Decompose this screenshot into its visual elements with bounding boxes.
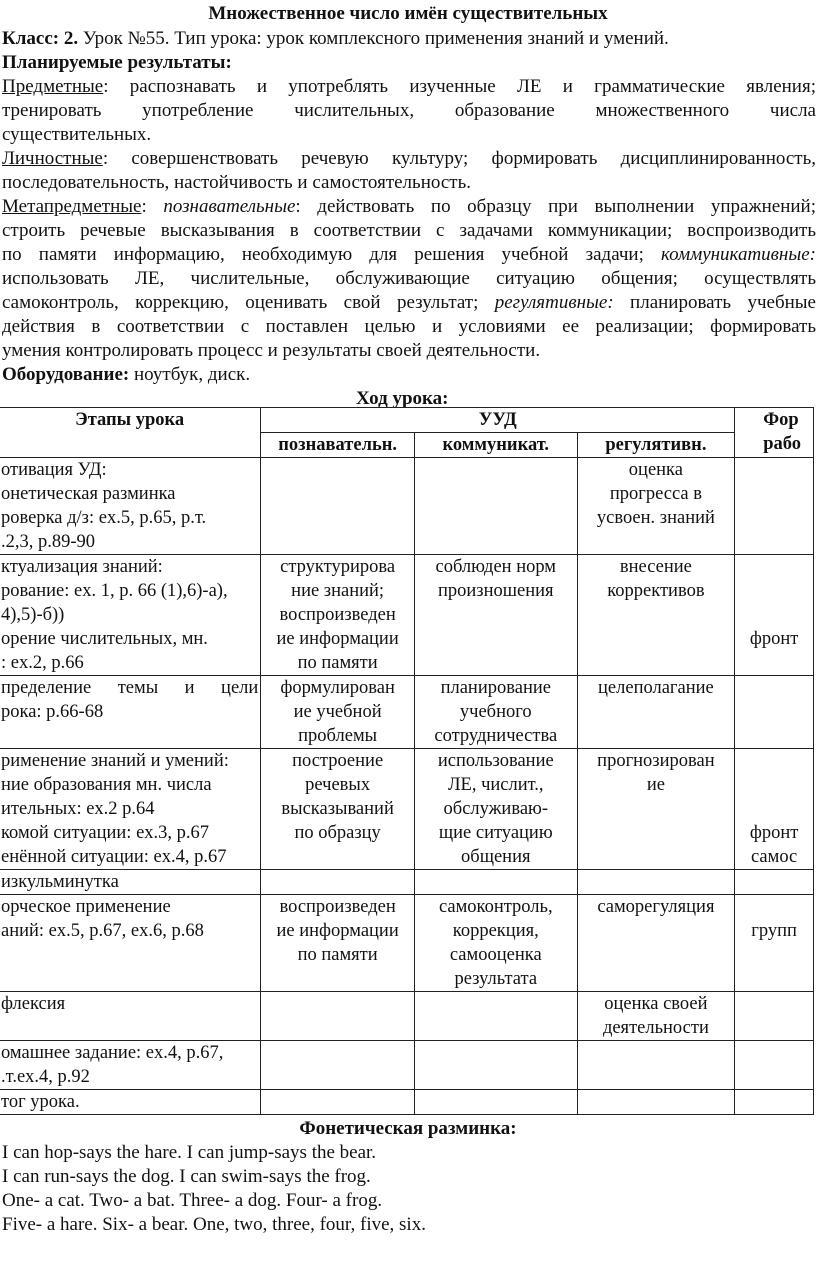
cell-line: орение числительных, мн. (1, 629, 208, 649)
meta-results-line-1: Метапредметные: познавательные: действовать по образцу при выполнении упражнений; (2, 196, 816, 217)
cell-line: рока: p.66-68 (1, 702, 104, 722)
cell-line: омашнее задание: ex.4, p.67, (1, 1043, 224, 1063)
cell-line: ние образования мн. числа (1, 775, 212, 795)
cell-line: речевых (305, 775, 371, 795)
cell-line (737, 797, 811, 821)
cell-line: построение (292, 751, 384, 771)
subject-results-line-2: тренировать употребление числительных, образование множественного числа (2, 100, 816, 121)
cell-line: учебного (459, 702, 532, 722)
cell-line: формулирован (280, 678, 395, 698)
cell-line: по образцу (294, 823, 381, 843)
form-cell (735, 895, 814, 992)
cell-line: енённой ситуации: ex.4, p.67 (1, 847, 227, 867)
regulative-cell (577, 676, 735, 749)
cell-line: самооценка (449, 945, 542, 965)
form-cell (735, 555, 814, 676)
header-form: Фор рабо (735, 408, 814, 458)
cell-line: отивация УД: (1, 460, 107, 480)
cell-line: внесение (619, 557, 692, 577)
cell-line (737, 773, 811, 797)
cognitive-cell (261, 992, 415, 1041)
subject-results-line-1: Предметные: распознавать и употреблять изученные ЛЕ и грамматические явления; (2, 76, 816, 97)
cell-line: роверка д/з: ex.5, p.65, р.т. (1, 508, 207, 528)
cell-line: саморегуляция (597, 897, 715, 917)
results-heading: Планируемые результаты: (2, 52, 232, 73)
cell-line: онетическая разминка (1, 484, 176, 504)
stage-cell (0, 895, 261, 992)
cell-line: воспроизведен (279, 897, 396, 917)
cell-line: ие учебной (293, 702, 382, 722)
table-row (0, 749, 814, 870)
meta-results-line-7: умения контролировать процесс и результаты своей деятельности. (2, 340, 541, 361)
equipment-line: Оборудование: ноутбук, диск. (2, 364, 251, 385)
form-cell (735, 1041, 814, 1090)
cell-line: .2,3, p.89-90 (1, 532, 96, 552)
communicative-cell (414, 1090, 577, 1115)
stage-cell (0, 992, 261, 1041)
cognitive-cell (261, 895, 415, 992)
header-regulative: регулятивн. (577, 433, 735, 458)
cell-line (737, 555, 811, 579)
meta-results-line-6: действия в соответствии с поставлен целью и условиями ее реализации; формировать (2, 316, 816, 337)
cell-line: тог урока. (1, 1092, 80, 1112)
cell-line: оценка (628, 460, 683, 480)
header-stages: Этапы урока (0, 408, 261, 458)
cell-line: орческое применение (1, 897, 171, 917)
table-row (0, 870, 814, 895)
cell-line: использование (437, 751, 554, 771)
table-row (0, 992, 814, 1041)
regulative-cell (577, 458, 735, 555)
cell-line: коррективов (607, 581, 705, 601)
cell-line: планирование (440, 678, 551, 698)
cell-line: проблемы (298, 726, 378, 746)
cognitive-cell (261, 749, 415, 870)
table-row (0, 458, 814, 555)
regulative-cell (577, 1090, 735, 1115)
cell-line: обслуживаю- (443, 799, 549, 819)
cell-line: деятельности (602, 1018, 709, 1038)
cell-line: 4),5)-б)) (1, 605, 65, 625)
cell-line: самос (750, 847, 798, 867)
stage-cell (0, 870, 261, 895)
stage-cell (0, 749, 261, 870)
cell-line: структурирова (280, 557, 396, 577)
cell-line: результата (454, 969, 538, 989)
class-line: Класс: 2. Урок №55. Тип урока: урок комплексного применения знаний и умений. (2, 28, 669, 49)
table-row (0, 555, 814, 676)
table-row (0, 895, 814, 992)
cell-line: коррекция, (452, 921, 539, 941)
stage-cell (0, 676, 261, 749)
cell-line: целеполагание (598, 678, 714, 698)
meta-results-line-2: строить речевые высказывания в соответствии с задачами коммуникации; воспроизводить (2, 220, 816, 241)
course-heading: Ход урока: (356, 388, 449, 409)
lesson-table (0, 407, 814, 1115)
personal-results-line-1: Личностные: совершенствовать речевую культуру; формировать дисциплинированность, (2, 148, 816, 169)
cell-line: флексия (1, 994, 66, 1014)
page-title: Множественное число имён существительных (208, 3, 608, 24)
cell-line (737, 603, 811, 627)
cell-line: аний: ex.5, p.67, ex.6, p.68 (1, 921, 204, 941)
cell-line: высказываний (281, 799, 394, 819)
warmup-line: I can run-says the dog. I can swim-says the frog. (2, 1166, 371, 1187)
cell-line: пределение темы и цели (1, 678, 259, 698)
header-communicative: коммуникат. (414, 433, 577, 458)
cell-line: произношения (438, 581, 554, 601)
regulative-cell (577, 555, 735, 676)
communicative-cell (414, 870, 577, 895)
cognitive-cell (261, 458, 415, 555)
cell-line: ние знаний; (291, 581, 385, 601)
regulative-cell (577, 992, 735, 1041)
cognitive-cell (261, 870, 415, 895)
header-cognitive: познавательн. (261, 433, 415, 458)
form-cell (735, 676, 814, 749)
cell-line: рименение знаний и умений: (1, 751, 229, 771)
communicative-cell (414, 749, 577, 870)
cell-line: щие ситуацию (438, 823, 553, 843)
warmup-line: Five- a hare. Six- a bear. One, two, three, four, five, six. (2, 1214, 426, 1235)
cognitive-cell (261, 1041, 415, 1090)
form-cell (735, 992, 814, 1041)
cell-line: ктуализация знаний: (1, 557, 163, 577)
warmup-line: One- a cat. Two- a bat. Three- a dog. Four- a frog. (2, 1190, 383, 1211)
regulative-cell (577, 1041, 735, 1090)
cell-line: воспроизведен (279, 605, 396, 625)
cell-line: ие информации (276, 629, 399, 649)
stage-cell (0, 1041, 261, 1090)
cell-line: общения (461, 847, 531, 867)
cell-line: соблюден норм (435, 557, 557, 577)
cell-line: рование: ex. 1, p. 66 (1),6)-а), (1, 581, 228, 601)
cell-line: изкульминутка (1, 872, 119, 892)
regulative-cell (577, 895, 735, 992)
cell-line: сотрудничества (434, 726, 558, 746)
subject-results-line-3: существительных. (2, 124, 152, 145)
cognitive-cell (261, 676, 415, 749)
communicative-cell (414, 676, 577, 749)
cell-line: самоконтроль, (438, 897, 553, 917)
communicative-cell (414, 458, 577, 555)
stage-cell (0, 555, 261, 676)
cell-line: прогнозирован (597, 751, 715, 771)
personal-results-line-2: последовательность, настойчивость и самостоятельность. (2, 172, 471, 193)
warmup-heading: Фонетическая разминка: (299, 1118, 517, 1139)
warmup-line: I can hop-says the hare. I can jump-says the bear. (2, 1142, 377, 1163)
cell-line (737, 749, 811, 773)
cognitive-cell (261, 555, 415, 676)
form-cell (735, 870, 814, 895)
form-cell (735, 1090, 814, 1115)
table-row (0, 1041, 814, 1090)
communicative-cell (414, 1041, 577, 1090)
cell-line: по памяти (297, 945, 378, 965)
cell-line: оценка своей (604, 994, 708, 1014)
cell-line: ительных: ex.2 p.64 (1, 799, 155, 819)
cell-line: групп (751, 921, 797, 941)
cell-line: по памяти (297, 653, 378, 673)
meta-results-line-4: использовать ЛЕ, числительные, обслуживающие ситуацию общения; осуществлять (2, 268, 816, 289)
cell-line: прогресса в (609, 484, 702, 504)
meta-results-line-3: по памяти информацию, необходимую для решения учебной задачи; коммуникативные: (2, 244, 816, 265)
cell-line: : ex.2, p.66 (1, 653, 84, 673)
communicative-cell (414, 555, 577, 676)
cell-line: фронт (749, 823, 799, 843)
communicative-cell (414, 992, 577, 1041)
cell-line: усвоен. знаний (596, 508, 715, 528)
cell-line: фронт (749, 629, 799, 649)
stage-cell (0, 1090, 261, 1115)
meta-results-line-5: самоконтроль, коррекцию, оценивать свой результат; регулятивные: планировать учебные (2, 292, 816, 313)
regulative-cell (577, 749, 735, 870)
cell-line (737, 579, 811, 603)
form-cell (735, 749, 814, 870)
cell-line: .т.ex.4, p.92 (1, 1067, 90, 1087)
communicative-cell (414, 895, 577, 992)
cell-line: ЛЕ, числит., (447, 775, 544, 795)
table-row (0, 676, 814, 749)
regulative-cell (577, 870, 735, 895)
cell-line: ие информации (276, 921, 399, 941)
table-row (0, 1090, 814, 1115)
form-cell (735, 458, 814, 555)
cell-line (737, 895, 811, 919)
stage-cell (0, 458, 261, 555)
header-uud: УУД (261, 408, 735, 433)
cell-line: комой ситуации: ex.3, p.67 (1, 823, 210, 843)
cell-line: ие (646, 775, 665, 795)
cognitive-cell (261, 1090, 415, 1115)
